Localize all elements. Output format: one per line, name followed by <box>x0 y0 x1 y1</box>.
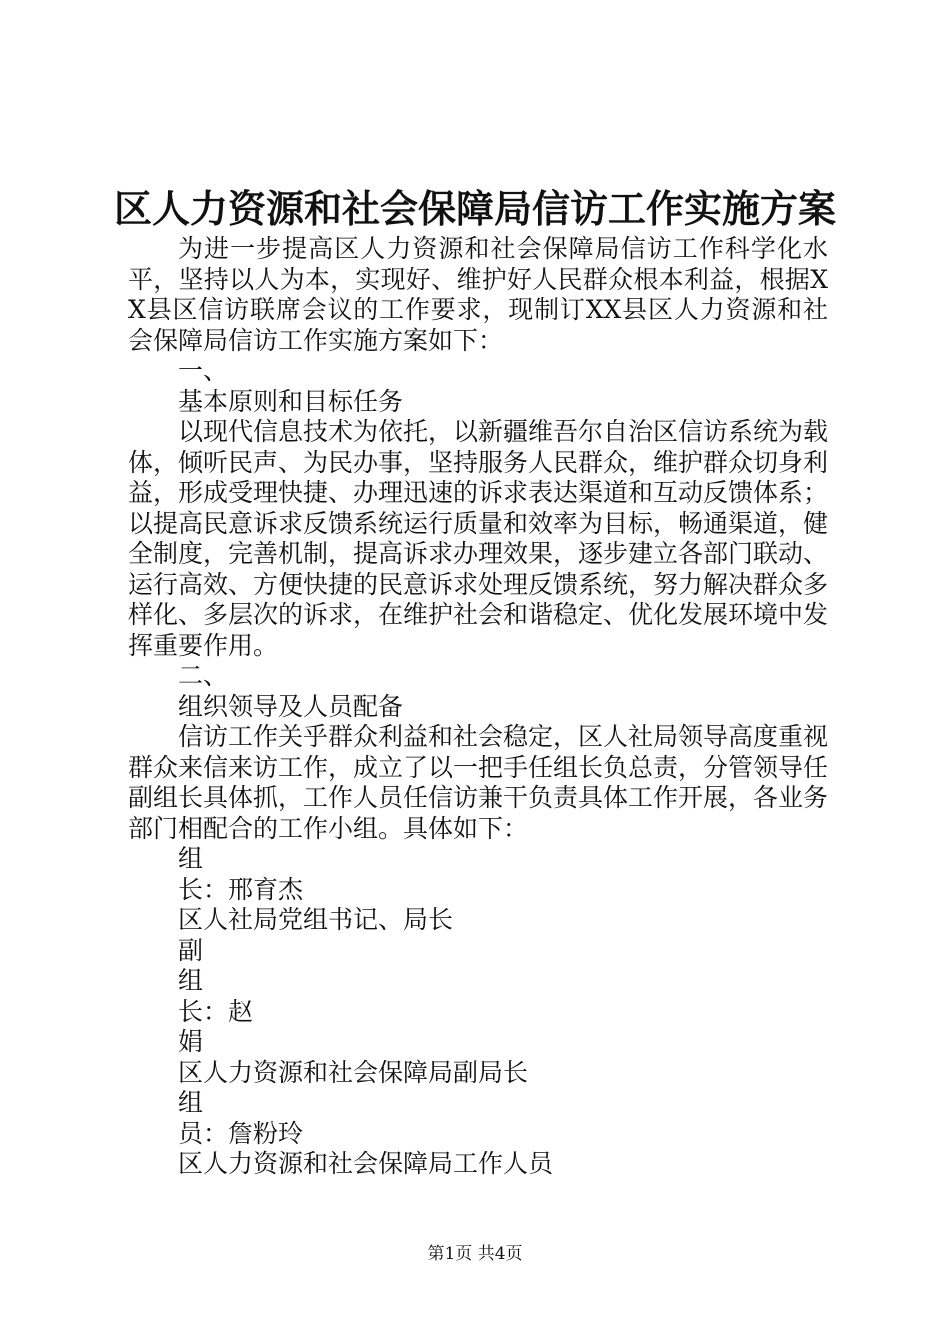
member-line: 副 <box>178 935 204 965</box>
section-2-heading: 组织领导及人员配备 <box>178 691 404 721</box>
page-number-footer: 第1页 共4页 <box>427 1244 523 1264</box>
member-line: 区人社局党组书记、局长 <box>178 905 454 934</box>
member-line: 长：赵 <box>178 996 254 1026</box>
section-1-heading: 基本原则和目标任务 <box>178 386 404 416</box>
member-line: 娟 <box>178 1027 204 1056</box>
section-1-number: 一、 <box>178 356 229 385</box>
section-1-paragraph: 以现代信息技术为依托，以新疆维吾尔自治区信访系统为载体，倾听民声、为民办事，坚持服务人民群众，维护群众切身利益，形成受理快捷、办理迅速的诉求表达渠道和互动反馈体系；以提高民意诉求反馈系统运行质量和效率为目标，畅通渠道，健全制度，完善机制，提高诉求办理效果，逐步建立各部门联动、运行高效、方便快捷的民意诉求处理反馈系统，努力解决群众多样化、多层次的诉求，在维护社会和谐稳定、优化发展环境中发挥重要作用。 <box>128 417 829 660</box>
member-line: 区人力资源和社会保障局副局长 <box>178 1057 529 1087</box>
member-line: 组 <box>178 844 204 873</box>
member-line: 组 <box>178 966 204 995</box>
member-line: 组 <box>178 1088 204 1117</box>
document-title: 区人力资源和社会保障局信访工作实施方案 <box>113 186 836 231</box>
section-2-paragraph: 信访工作关乎群众利益和社会稳定，区人社局领导高度重视群众来信来访工作，成立了以一把手任组长负总责，分管领导任副组长具体抓，工作人员任信访兼干负责具体工作开展，各业务部门相配合的工作小组。具体如下： <box>128 722 829 843</box>
member-line: 员：詹粉玲 <box>178 1118 304 1148</box>
intro-paragraph: 为进一步提高区人力资源和社会保障局信访工作科学化水平，坚持以人为本，实现好、维护好人民群众根本利益，根据XX县区信访联席会议的工作要求，现制订XX县区人力资源和社会保障局信访工作实施方案如下： <box>128 234 828 355</box>
section-2-number: 二、 <box>178 661 229 690</box>
document-body <box>128 234 828 1180</box>
member-line: 长：邢育杰 <box>178 874 304 904</box>
member-line: 区人力资源和社会保障局工作人员 <box>178 1149 554 1178</box>
